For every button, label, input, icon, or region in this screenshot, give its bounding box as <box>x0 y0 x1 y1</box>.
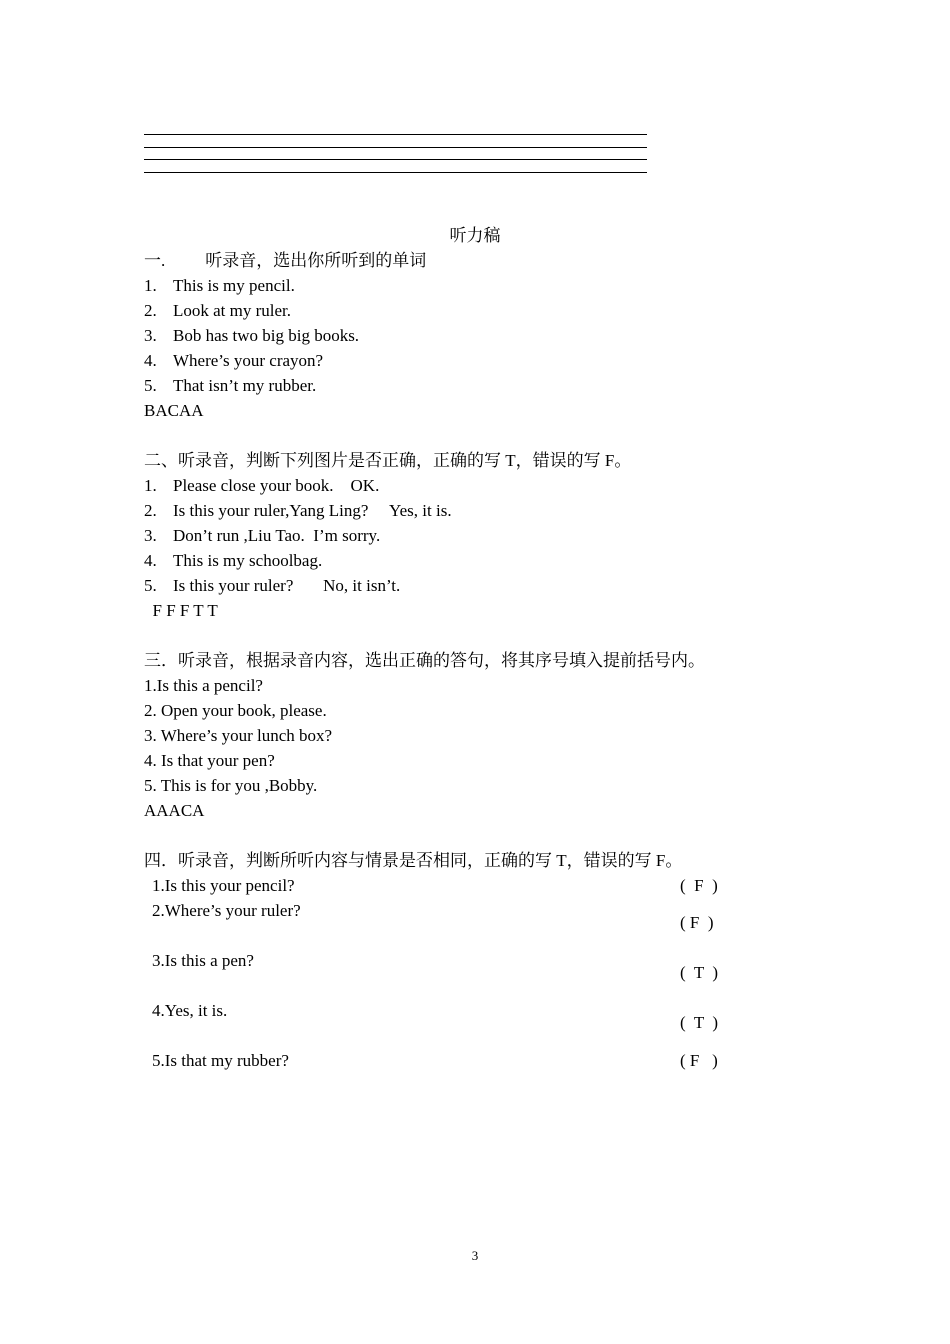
list-item: 5. That isn’t my rubber. <box>144 376 317 395</box>
section-1-heading <box>144 248 824 273</box>
section-1-heading-num: 一. <box>144 251 166 270</box>
list-item: 4.Yes, it is. ( T ) <box>144 998 824 1048</box>
list-item: 3. Don’t run ,Liu Tao. I’m sorry. <box>144 526 381 545</box>
list-item: 3.Is this a pen? ( T ) <box>144 948 824 998</box>
page-title: 听力稿 <box>449 226 501 245</box>
writing-line <box>144 159 647 160</box>
answer-bracket: ( F ) <box>680 876 718 895</box>
list-item: 2. Open your book, please. <box>144 701 327 720</box>
section-2-answers: F F F T T <box>144 601 218 620</box>
writing-line <box>144 172 647 173</box>
section-1-answers: BACAA <box>144 401 204 420</box>
page-number: 3 <box>471 1248 479 1263</box>
list-item: 4. Where’s your crayon? <box>144 351 324 370</box>
answer-bracket: ( T ) <box>680 963 719 982</box>
list-item: 1. Please close your book. OK. <box>144 476 380 495</box>
list-item: 2. Look at my ruler. <box>144 301 292 320</box>
list-item: 1.Is this a pencil? <box>144 676 263 695</box>
answer-writing-lines <box>144 134 647 184</box>
list-item: 2.Where’s your ruler? ( F ) <box>144 898 824 948</box>
writing-line <box>144 134 647 135</box>
list-item: 5.Is that my rubber? ( F ) <box>144 1048 824 1073</box>
list-item: 4. Is that your pen? <box>144 751 275 770</box>
answer-bracket: ( F ) <box>680 913 714 932</box>
answer-bracket: ( F ) <box>680 1051 718 1070</box>
answer-bracket: ( T ) <box>680 1013 719 1032</box>
list-item: 5. This is for you ,Bobby. <box>144 776 318 795</box>
list-item: 5. Is this your ruler? No, it isn’t. <box>144 576 401 595</box>
section-3-answers: AAACA <box>144 801 205 820</box>
section-2-heading: 二、听录音，判断下列图片是否正确，正确的写 T，错误的写 F。 <box>144 451 632 470</box>
list-item: 2. Is this your ruler,Yang Ling? Yes, it is. <box>144 501 452 520</box>
list-item: 1. This is my pencil. <box>144 276 295 295</box>
section-1-heading-text: 听录音，选出你所听到的单词 <box>205 251 427 270</box>
listening-script <box>144 223 824 1073</box>
list-item: 3. Where’s your lunch box? <box>144 726 333 745</box>
list-item: 3. Bob has two big big books. <box>144 326 360 345</box>
list-item: 1.Is this your pencil? ( F ) <box>144 873 824 898</box>
section-4-heading: 四．听录音，判断所听内容与情景是否相同，正确的写 T，错误的写 F。 <box>144 851 683 870</box>
section-3-heading: 三．听录音，根据录音内容，选出正确的答句，将其序号填入提前括号内。 <box>144 651 705 670</box>
writing-line <box>144 147 647 148</box>
list-item: 4. This is my schoolbag. <box>144 551 323 570</box>
